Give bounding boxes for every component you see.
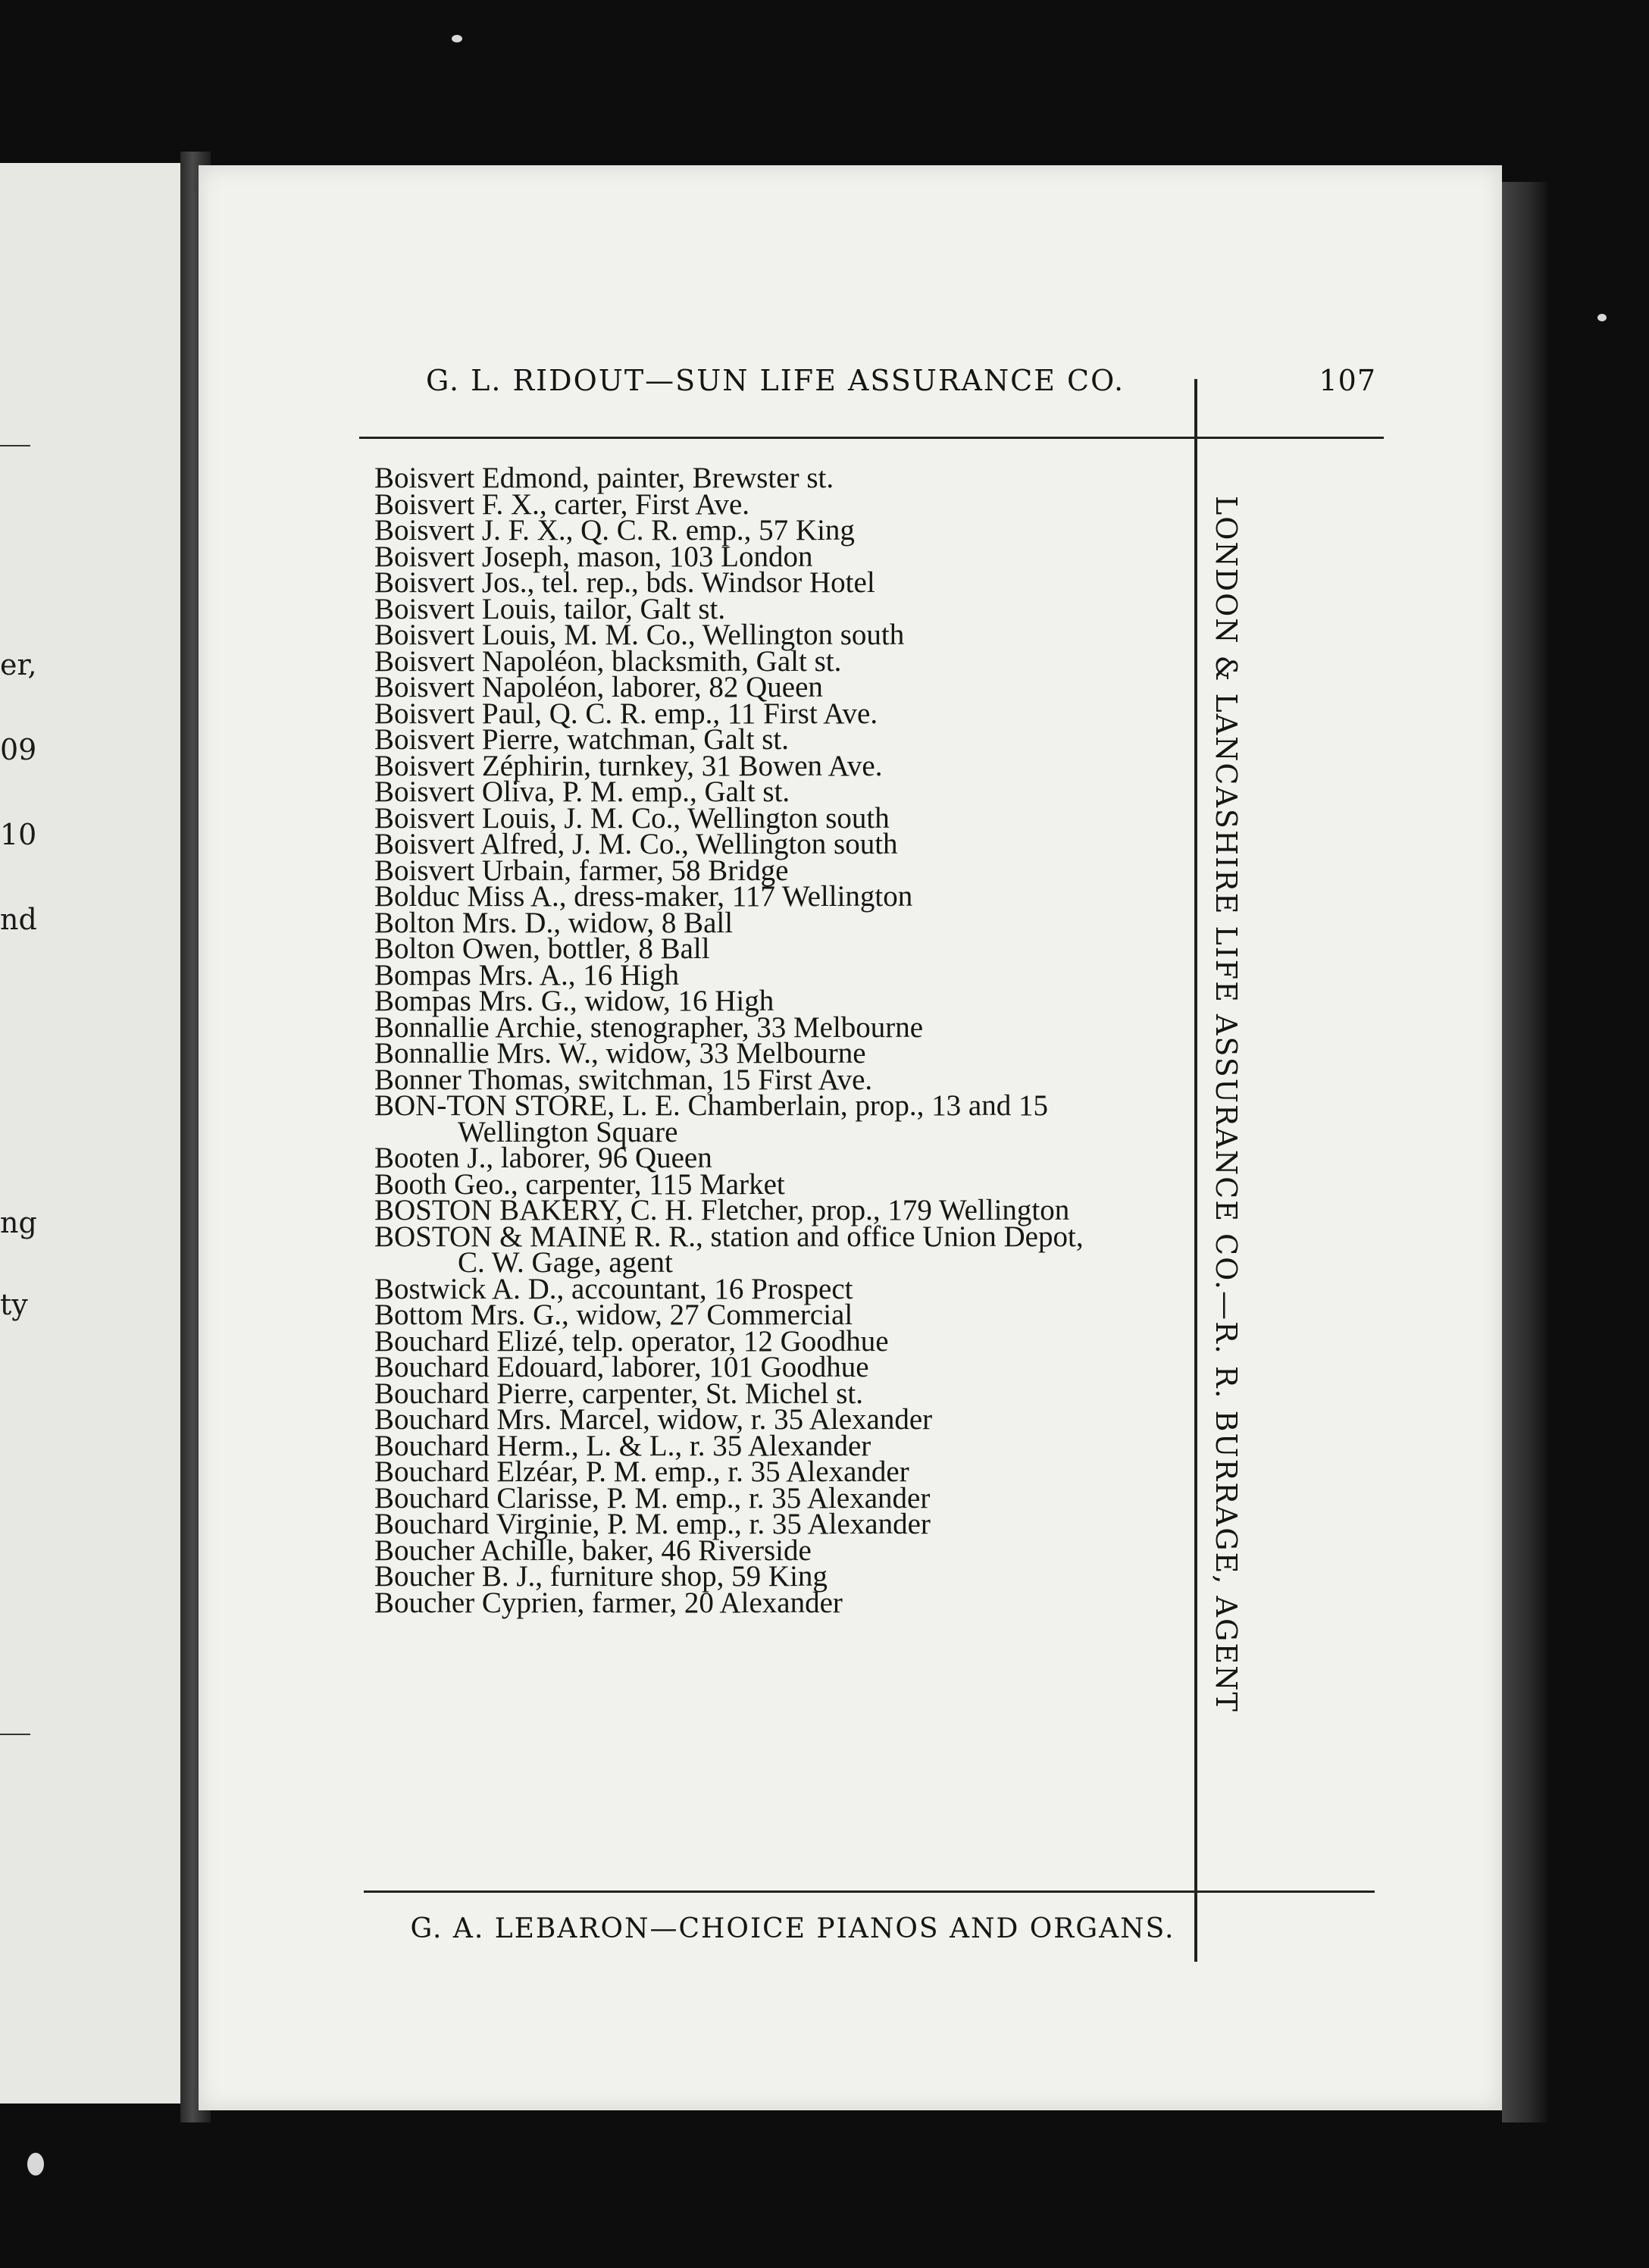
directory-entry: Bonner Thomas, switchman, 15 First Ave. bbox=[374, 1063, 873, 1096]
directory-entry-continuation: Wellington Square bbox=[458, 1115, 678, 1148]
directory-entry: Boisvert Alfred, J. M. Co., Wellington south bbox=[374, 828, 898, 860]
left-page-rule bbox=[0, 445, 30, 446]
directory-entry: Boucher Cyprien, farmer, 20 Alexander bbox=[374, 1586, 843, 1619]
directory-entry: Bostwick A. D., accountant, 16 Prospect bbox=[374, 1272, 853, 1305]
directory-entry: Bouchard Elzéar, P. M. emp., r. 35 Alexander bbox=[374, 1455, 909, 1488]
left-page-fragment: 10 bbox=[0, 818, 37, 851]
directory-entry: Bouchard Virginie, P. M. emp., r. 35 Alexander bbox=[374, 1508, 931, 1540]
directory-entry: Bouchard Pierre, carpenter, St. Michel st. bbox=[374, 1377, 863, 1410]
directory-entry: Boisvert Pierre, watchman, Galt st. bbox=[374, 723, 789, 756]
footer-rule bbox=[364, 1891, 1375, 1893]
directory-entry: Booth Geo., carpenter, 115 Market bbox=[374, 1167, 785, 1201]
directory-entry: Boisvert Louis, tailor, Galt st. bbox=[374, 592, 726, 625]
dust-speck bbox=[1597, 314, 1607, 321]
directory-entry: Boisvert Urbain, farmer, 58 Bridge bbox=[374, 854, 789, 887]
directory-entry: Boisvert J. F. X., Q. C. R. emp., 57 King bbox=[374, 514, 855, 547]
directory-entry: Bolduc Miss A., dress-maker, 117 Wellington bbox=[374, 880, 913, 913]
directory-entry: Bolton Owen, bottler, 8 Ball bbox=[374, 932, 710, 965]
directory-entry-continuation: C. W. Gage, agent bbox=[458, 1246, 673, 1279]
directory-entry: Bonnallie Archie, stenographer, 33 Melbourne bbox=[374, 1010, 924, 1044]
directory-entries bbox=[374, 462, 1390, 1619]
left-page-fragment: 09 bbox=[0, 733, 37, 766]
directory-entry: Boisvert F. X., carter, First Ave. bbox=[374, 487, 750, 521]
directory-page bbox=[199, 165, 1502, 2110]
directory-entry: Bompas Mrs. A., 16 High bbox=[374, 958, 679, 991]
header-title: G. L. RIDOUT—SUN LIFE ASSURANCE CO. bbox=[426, 364, 1125, 397]
directory-entry: Boisvert Napoléon, blacksmith, Galt st. bbox=[374, 644, 842, 678]
footer-advertisement: G. A. LEBARON—CHOICE PIANOS AND ORGANS. bbox=[410, 1913, 1175, 1944]
dust-speck bbox=[27, 2153, 44, 2176]
directory-entry: Boisvert Edmond, painter, Brewster st. bbox=[374, 462, 834, 494]
directory-entry: BOSTON & MAINE R. R., station and office Union Depot, bbox=[374, 1220, 1084, 1253]
side-advertisement: LONDON & LANCASHIRE LIFE ASSURANCE CO.—R. R. BURRAGE, AGENT bbox=[1209, 496, 1243, 1713]
directory-entry: Bouchard Herm., L. & L., r. 35 Alexander bbox=[374, 1429, 871, 1462]
page-stack-edge bbox=[1502, 182, 1547, 2122]
directory-entry: Bouchard Edouard, laborer, 101 Goodhue bbox=[374, 1351, 869, 1383]
directory-entry: Bompas Mrs. G., widow, 16 High bbox=[374, 985, 774, 1017]
directory-entry: Bouchard Elizé, telp. operator, 12 Goodhue bbox=[374, 1324, 889, 1358]
directory-entry: Bolton Mrs. D., widow, 8 Ball bbox=[374, 906, 734, 939]
directory-entry: Boisvert Paul, Q. C. R. emp., 11 First Ave. bbox=[374, 697, 878, 730]
page-number: 107 bbox=[1319, 364, 1376, 397]
directory-entry: BON-TON STORE, L. E. Chamberlain, prop., 13 and 15 bbox=[374, 1089, 1048, 1122]
previous-page-edge bbox=[0, 163, 203, 2104]
left-page-fragment: ng bbox=[0, 1206, 37, 1239]
left-page-rule bbox=[0, 1734, 30, 1735]
header-rule bbox=[359, 437, 1384, 439]
left-page-fragment: nd bbox=[0, 903, 37, 936]
directory-entry: Boisvert Jos., tel. rep., bds. Windsor Hotel bbox=[374, 566, 875, 599]
directory-entry: Boisvert Zéphirin, turnkey, 31 Bowen Ave. bbox=[374, 749, 883, 782]
directory-entry: BOSTON BAKERY, C. H. Fletcher, prop., 179 Wellington bbox=[374, 1194, 1070, 1226]
directory-entry: Booten J., laborer, 96 Queen bbox=[374, 1142, 712, 1174]
left-page-fragment: ty bbox=[0, 1288, 28, 1321]
directory-entry: Boisvert Napoléon, laborer, 82 Queen bbox=[374, 671, 823, 703]
dust-speck bbox=[452, 35, 462, 42]
directory-entry: Bonnallie Mrs. W., widow, 33 Melbourne bbox=[374, 1037, 866, 1070]
directory-entry: Boisvert Louis, M. M. Co., Wellington south bbox=[374, 619, 905, 651]
directory-entry: Boisvert Oliva, P. M. emp., Galt st. bbox=[374, 775, 790, 808]
directory-entry: Bouchard Clarisse, P. M. emp., r. 35 Alexander bbox=[374, 1481, 931, 1515]
directory-entry: Bottom Mrs. G., widow, 27 Commercial bbox=[374, 1298, 853, 1331]
left-page-fragment: er, bbox=[0, 648, 37, 681]
directory-entry: Boucher B. J., furniture shop, 59 King bbox=[374, 1560, 828, 1593]
directory-entry: Bouchard Mrs. Marcel, widow, r. 35 Alexander bbox=[374, 1403, 933, 1436]
directory-entry: Boucher Achille, baker, 46 Riverside bbox=[374, 1533, 812, 1567]
directory-entry: Boisvert Joseph, mason, 103 London bbox=[374, 540, 813, 573]
running-header bbox=[426, 364, 1376, 397]
directory-entry: Boisvert Louis, J. M. Co., Wellington south bbox=[374, 801, 890, 835]
